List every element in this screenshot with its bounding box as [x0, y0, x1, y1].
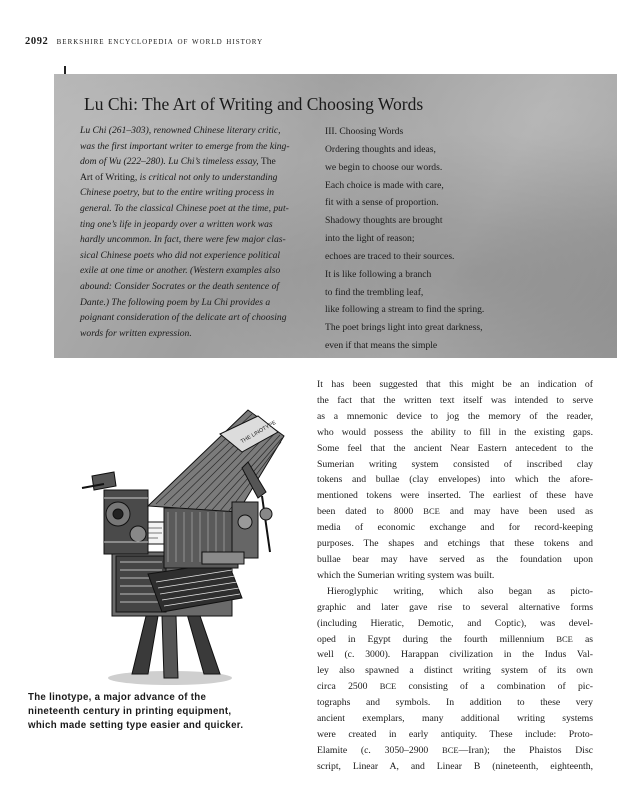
poem-line: It is like following a branch — [325, 268, 432, 280]
body-line — [317, 679, 593, 695]
body-line: media of economic exchange and for record-keeping — [317, 522, 593, 534]
body-line: as a mnemonic device to jog the memory of the reader, — [317, 410, 593, 422]
poem-heading: III. Choosing Words — [325, 126, 404, 137]
page-number: 2092 — [25, 36, 49, 47]
intro-line: Lu Chi (261–303), renowned Chinese literary critic, — [80, 125, 281, 136]
body-fragment: and may have been used as — [449, 506, 594, 518]
caption-line: which made setting type easier and quicker. — [28, 720, 244, 732]
linotype-illustration — [52, 402, 300, 690]
era-abbrev: BCE — [442, 744, 459, 755]
intro-line: Dante.) The following poem by Lu Chi provides a — [80, 296, 271, 308]
body-line — [317, 743, 593, 759]
body-line — [317, 504, 593, 520]
body-line: It has been suggested that this might be an indication of — [317, 379, 593, 390]
intro-line: dom of Wu (222–280). Lu Chi’s timeless essay, — [80, 156, 259, 168]
poem-line: even if that means the simple — [325, 340, 438, 352]
running-header — [25, 36, 263, 47]
intro-line: words for written expression. — [80, 327, 192, 339]
era-abbrev: BCE — [379, 681, 397, 692]
body-fragment: circa 2500 — [317, 681, 368, 693]
poem-line: Ordering thoughts and ideas, — [325, 143, 436, 155]
body-line: the fact that the written text itself was intended to serve — [317, 394, 593, 406]
intro-line: Chinese poetry, but to the entire writing process in — [80, 187, 275, 199]
body-text — [317, 377, 593, 775]
poem-line: we begin to choose our words. — [325, 161, 443, 173]
poem-line: like following a stream to find the spring. — [325, 304, 485, 316]
running-title: berkshire encyclopedia of world history — [56, 36, 264, 47]
body-line: script, Linear A, and Linear B (nineteenth, eighteenth, — [317, 760, 593, 772]
poem-line: Shadowy thoughts are brought — [325, 215, 443, 227]
body-line: Some feel that the ancient Near Eastern antecedent to the — [317, 442, 593, 454]
body-line: ley also spawned a distinct writing system of its own — [317, 665, 593, 677]
era-abbrev: BCE — [423, 506, 440, 517]
intro-line: The — [260, 156, 276, 168]
body-line — [317, 632, 593, 648]
body-line: graphic and later gave rise to several alternative forms — [317, 601, 593, 613]
body-line: which the Sumerian writing system was built. — [317, 569, 495, 581]
poem-line: echoes are traced to their sources. — [325, 250, 455, 262]
body-fragment: Elamite (c. 3050–2900 — [317, 744, 429, 756]
poem — [325, 123, 595, 355]
body-line: tographs and symbols. In addition to these very — [317, 697, 593, 709]
body-line: (including Hieratic, Demotic, and Coptic), was devel- — [317, 617, 593, 629]
body-fragment: as — [584, 633, 594, 645]
body-fragment: —Iran); the Phaistos Disc — [458, 744, 594, 756]
book-title: Art of Writing, — [80, 171, 138, 183]
body-line: mentioned tokens were inserted. The earliest of these have — [317, 490, 593, 502]
poem-line: The poet brings light into great darkness, — [325, 322, 483, 334]
intro-line: poignant consideration of the delicate art of choosing — [80, 312, 287, 324]
poem-line: into the light of reason; — [325, 233, 415, 245]
era-abbrev: BCE — [556, 633, 573, 644]
sidebar-title: Lu Chi: The Art of Writing and Choosing Words — [84, 94, 424, 114]
intro-line: ting one’s life in jeopardy over a written work was — [80, 218, 273, 230]
body-line: were created in early antiquity. These include: Proto- — [317, 728, 593, 740]
body-fragment: been dated to 8000 — [317, 506, 414, 518]
poem-line: Each choice is made with care, — [325, 179, 444, 191]
intro-line: abound: Consider Socrates or the death sentence of — [80, 280, 280, 292]
linotype-nameplate: THE LINOTYPE — [239, 419, 278, 446]
body-line: Sumerian writing system consisted of inscribed clay — [317, 458, 593, 470]
body-line: Hieroglyphic writing, which also began as picto- — [327, 585, 593, 597]
body-line: who would possess the ability to fill in the existing gaps. — [317, 426, 593, 438]
body-line: purposes. The shapes and etchings that these tokens and — [317, 538, 593, 550]
poem-line: to find the trembling leaf, — [325, 286, 424, 298]
intro-line: sical Chinese poets who did not experience political — [80, 249, 281, 261]
sidebar-box — [54, 74, 617, 358]
body-line: ancient exemplars, many additional writing systems — [317, 713, 593, 725]
intro-line: was the first important writer to emerge from the king- — [80, 140, 290, 152]
body-fragment: consisting of a combination of pic- — [408, 681, 594, 693]
body-line: bullae bear may have served as the foundation upon — [317, 553, 593, 565]
intro-line: is critical not only to understanding — [139, 171, 278, 183]
sidebar-intro — [80, 123, 308, 341]
intro-line: hardly uncommon. In fact, there were few major clas- — [80, 234, 286, 246]
figure-caption — [28, 691, 300, 734]
body-line: tokens and bullae (clay envelopes) into which the afore- — [317, 474, 593, 486]
caption-line: nineteenth century in printing equipment, — [28, 706, 232, 718]
caption-line: The linotype, a major advance of the — [28, 692, 207, 703]
intro-line: exile at one time or another. (Western examples also — [80, 265, 281, 277]
intro-line: general. To the classical Chinese poet at the time, put- — [80, 202, 289, 214]
poem-line: fit with a sense of proportion. — [325, 197, 439, 209]
body-line: well (c. 3000). Harappan civilization in the Indus Val- — [317, 649, 593, 661]
body-fragment: oped in Egypt during the fourth millennium — [317, 633, 545, 645]
